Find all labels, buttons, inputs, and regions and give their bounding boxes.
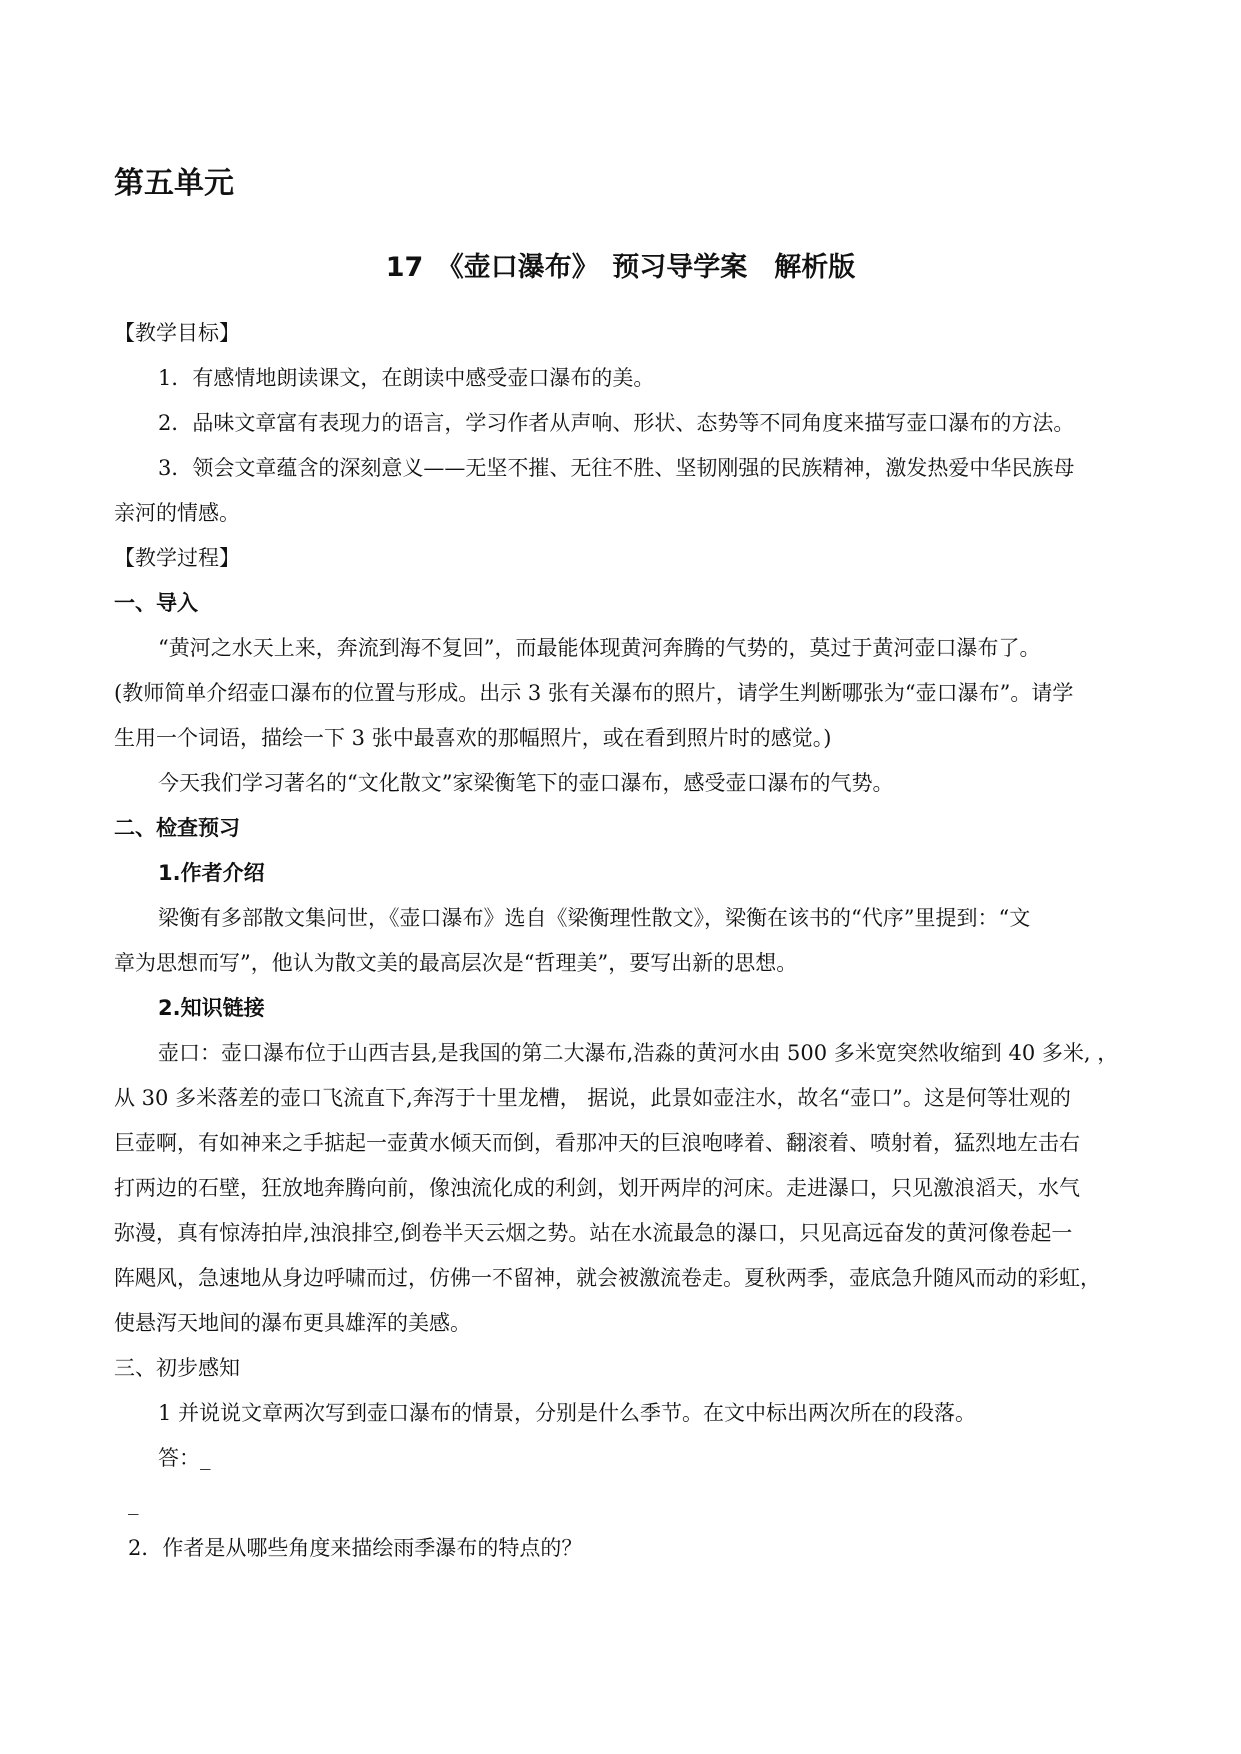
question-2: 2．作者是从哪些角度来描绘雨季瀑布的特点的？ — [128, 1536, 583, 1560]
section-3-heading: 三、初步感知 — [114, 1356, 240, 1380]
knowledge-link-line-2: 从 30 多米落差的壶口飞流直下,奔泻于十里龙槽， 据说，此景如壶注水，故名“壶口”。这是何等壮观的 — [114, 1086, 1071, 1110]
intro-paragraph-2: 今天我们学习著名的“文化散文”家梁衡笔下的壶口瀑布，感受壶口瀑布的气势。 — [158, 771, 894, 795]
unit-title: 第五单元 — [114, 166, 234, 201]
knowledge-link-line-5: 弥漫，真有惊涛拍岸,浊浪排空,倒卷半天云烟之势。站在水流最急的瀑口，只见高远奋发的黄河像卷起一 — [114, 1221, 1073, 1245]
author-intro-heading: 1.作者介绍 — [158, 861, 265, 885]
objective-item-3-line-1: 3．领会文章蕴含的深刻意义——无坚不摧、无往不胜、坚韧刚强的民族精神，激发热爱中华民族母 — [158, 456, 1075, 480]
intro-paragraph-line-1: “黄河之水天上来，奔流到海不复回”，而最能体现黄河奔腾的气势的，莫过于黄河壶口瀑布了。 — [158, 636, 1041, 660]
objective-item-2: 2．品味文章富有表现力的语言，学习作者从声响、形状、态势等不同角度来描写壶口瀑布的方法。 — [158, 411, 1075, 435]
objectives-heading: 【教学目标】 — [114, 321, 240, 345]
author-intro-line-1: 梁衡有多部散文集问世，《壶口瀑布》选自《梁衡理性散文》，梁衡在该书的“代序”里提到：“文 — [158, 906, 1031, 930]
process-heading: 【教学过程】 — [114, 546, 240, 570]
answer-1: 答：_ — [158, 1446, 211, 1470]
section-1-heading: 一、导入 — [114, 591, 198, 615]
intro-paragraph-line-3: 生用一个词语，描绘一下 3 张中最喜欢的那幅照片，或在看到照片时的感觉。) — [114, 726, 832, 750]
objective-item-1: 1．有感情地朗读课文，在朗读中感受壶口瀑布的美。 — [158, 366, 655, 390]
objective-item-3-line-2: 亲河的情感。 — [114, 501, 240, 525]
knowledge-link-line-7: 使悬泻天地间的瀑布更具雄浑的美感。 — [114, 1311, 471, 1335]
author-intro-line-2: 章为思想而写”，他认为散文美的最高层次是“哲理美”，要写出新的思想。 — [114, 951, 798, 975]
intro-paragraph-line-2: (教师简单介绍壶口瀑布的位置与形成。出示 3 张有关瀑布的照片，请学生判断哪张为“壶口瀑布”。请学 — [114, 681, 1074, 705]
question-1: 1 并说说文章两次写到壶口瀑布的情景，分别是什么季节。在文中标出两次所在的段落。 — [158, 1401, 977, 1425]
answer-blank: _ — [128, 1491, 139, 1515]
document-title: 17 《壶口瀑布》 预习导学案 解析版 — [385, 252, 856, 283]
knowledge-link-line-6: 阵飓风，急速地从身边呼啸而过，仿佛一不留神，就会被激流卷走。夏秋两季，壶底急升随风而动的彩虹， — [114, 1266, 1101, 1290]
knowledge-link-heading: 2.知识链接 — [158, 996, 265, 1020]
knowledge-link-line-1: 壶口：壶口瀑布位于山西吉县,是我国的第二大瀑布,浩淼的黄河水由 500 多米宽突然收缩到 40 多米, ， — [158, 1041, 1119, 1065]
section-2-heading: 二、检查预习 — [114, 816, 240, 840]
knowledge-link-line-4: 打两边的石壁，狂放地奔腾向前，像浊流化成的利剑，划开两岸的河床。走进瀑口，只见激浪滔天，水气 — [114, 1176, 1080, 1200]
knowledge-link-line-3: 巨壶啊，有如神来之手掂起一壶黄水倾天而倒，看那冲天的巨浪咆哮着、翻滚着、喷射着，猛烈地左击右 — [114, 1131, 1080, 1155]
